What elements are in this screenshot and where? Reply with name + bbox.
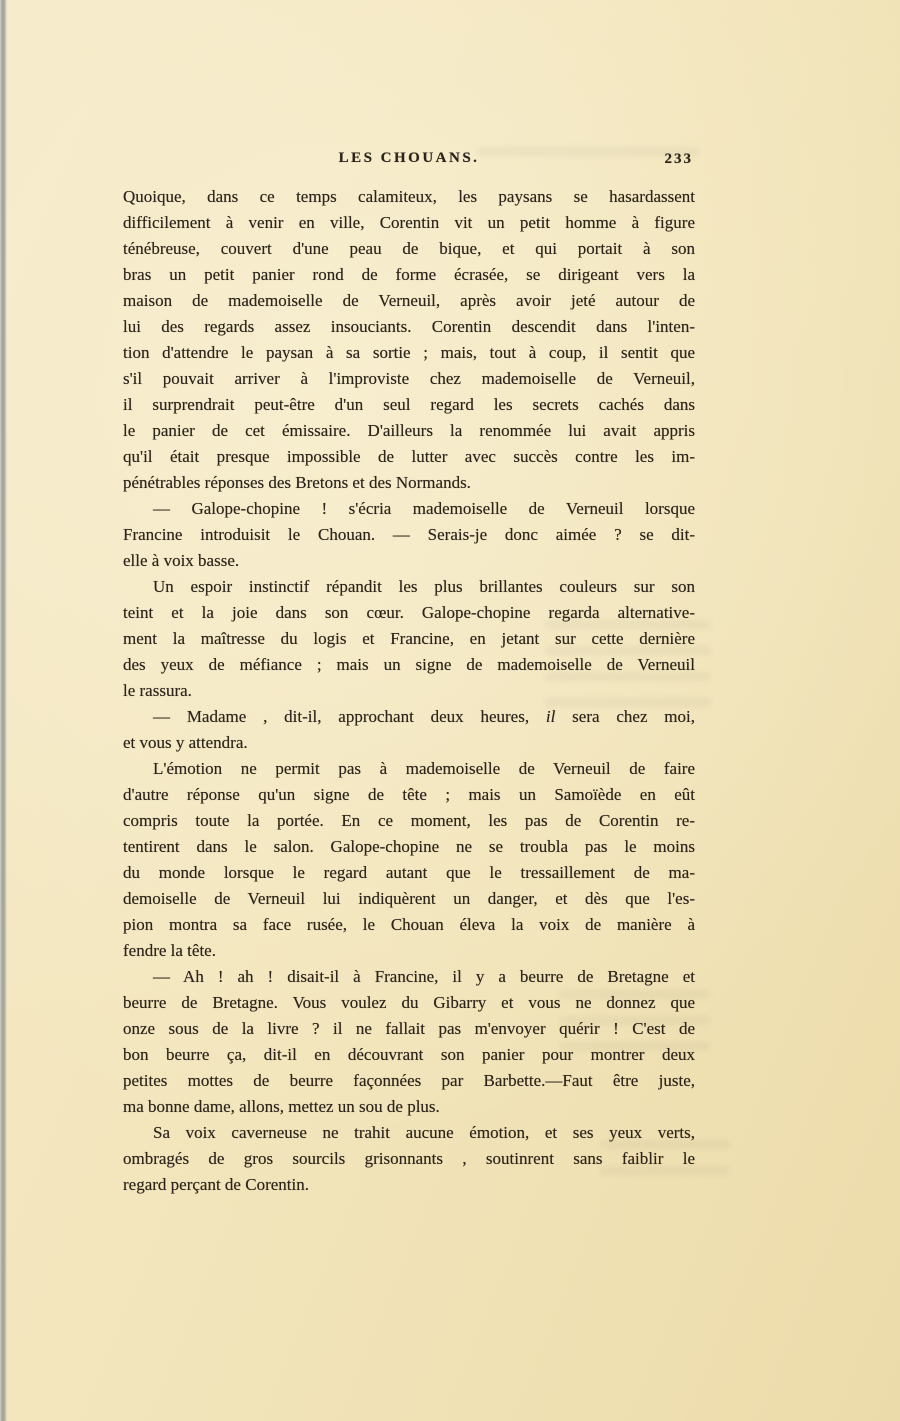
text-line: il surprendrait peut-être d'un seul regard les secrets cachés dans — [123, 395, 695, 414]
text-line: d'autre réponse qu'un signe de tête ; mais un Samoïède en eût — [123, 785, 695, 804]
text-line: onze sous de la livre ? il ne fallait pas m'envoyer quérir ! C'est de — [123, 1019, 695, 1038]
text-line: Sa voix caverneuse ne trahit aucune émotion, et ses yeux verts, — [153, 1123, 695, 1142]
text-line: Francine introduisit le Chouan. — Serais-je donc aimée ? se dit- — [123, 525, 695, 544]
text-line: ténébreuse, couvert d'une peau de bique, et qui portait à son — [123, 239, 695, 258]
page-number: 233 — [664, 151, 693, 167]
text-line: tion d'attendre le paysan à sa sortie ; mais, tout à coup, il sentit que — [123, 343, 695, 362]
text-line: regard perçant de Corentin. — [123, 1175, 309, 1194]
paragraph — [123, 964, 695, 1120]
text-line — [123, 704, 695, 730]
paragraph — [123, 574, 695, 704]
paragraph — [123, 496, 695, 574]
text-line: tentirent dans le salon. Galope-chopine ne se troubla pas le moins — [123, 837, 695, 856]
text-line: petites mottes de beurre façonnées par Barbette.—Faut être juste, — [123, 1071, 695, 1090]
text-line: beurre de Bretagne. Vous voulez du Gibarry et vous ne donnez que — [123, 993, 695, 1012]
paragraph — [123, 704, 695, 756]
text-segment: — Madame , dit-il, approchant deux heures, — [153, 707, 546, 726]
text-line: le rassura. — [123, 681, 192, 700]
text-line: pénétrables réponses des Bretons et des Normands. — [123, 473, 471, 492]
text-line: bon beurre ça, dit-il en découvrant son panier pour montrer deux — [123, 1045, 695, 1064]
scan-page-edge — [0, 0, 7, 1421]
paragraph — [123, 1120, 695, 1198]
italic-text: il — [545, 707, 556, 726]
text-line: — Ah ! ah ! disait-il à Francine, il y a beurre de Bretagne et — [153, 967, 695, 986]
text-line: fendre la tête. — [123, 941, 216, 960]
text-line: ment la maîtresse du logis et Francine, en jetant sur cette dernière — [123, 629, 695, 648]
text-line: qu'il était presque impossible de lutter avec succès contre les im- — [123, 447, 695, 466]
text-line: Quoique, dans ce temps calamiteux, les paysans se hasardassent — [123, 187, 695, 206]
text-line: pion montra sa face rusée, le Chouan éleva la voix de manière à — [123, 915, 695, 934]
text-line: des yeux de méfiance ; mais un signe de mademoiselle de Verneuil — [123, 655, 695, 674]
paragraph — [123, 184, 695, 496]
text-line: — Galope-chopine ! s'écria mademoiselle de Verneuil lorsque — [153, 499, 695, 518]
text-line: et vous y attendra. — [123, 733, 248, 752]
text-line: ma bonne dame, allons, mettez un sou de plus. — [123, 1097, 440, 1116]
text-line: s'il pouvait arriver à l'improviste chez mademoiselle de Verneuil, — [123, 369, 695, 388]
text-line: elle à voix basse. — [123, 551, 240, 570]
text-line: maison de mademoiselle de Verneuil, après avoir jeté autour de — [123, 291, 695, 310]
text-block — [123, 184, 695, 1198]
text-line: le panier de cet émissaire. D'ailleurs la renommée lui avait appris — [123, 421, 695, 440]
text-line: ombragés de gros sourcils grisonnants , soutinrent sans faiblir le — [123, 1149, 695, 1168]
text-segment: sera chez moi, — [555, 707, 695, 726]
text-line: L'émotion ne permit pas à mademoiselle de Verneuil de faire — [153, 759, 695, 778]
text-line: compris toute la portée. En ce moment, les pas de Corentin re- — [123, 811, 695, 830]
text-line: du monde lorsque le regard autant que le tressaillement de ma- — [123, 863, 695, 882]
text-line: lui des regards assez insouciants. Corentin descendit dans l'inten- — [123, 317, 695, 336]
text-line: demoiselle de Verneuil lui indiquèrent un danger, et dès que l'es- — [123, 889, 695, 908]
paragraph — [123, 756, 695, 964]
page-header — [123, 150, 695, 174]
text-line: bras un petit panier rond de forme écrasée, se dirigeant vers la — [123, 265, 695, 284]
text-line: difficilement à venir en ville, Corentin vit un petit homme à figure — [123, 213, 695, 232]
running-title: LES CHOUANS. — [338, 150, 480, 166]
text-line: Un espoir instinctif répandit les plus brillantes couleurs sur son — [153, 577, 695, 596]
text-line: teint et la joie dans son cœur. Galope-chopine regarda alternative- — [123, 603, 695, 622]
